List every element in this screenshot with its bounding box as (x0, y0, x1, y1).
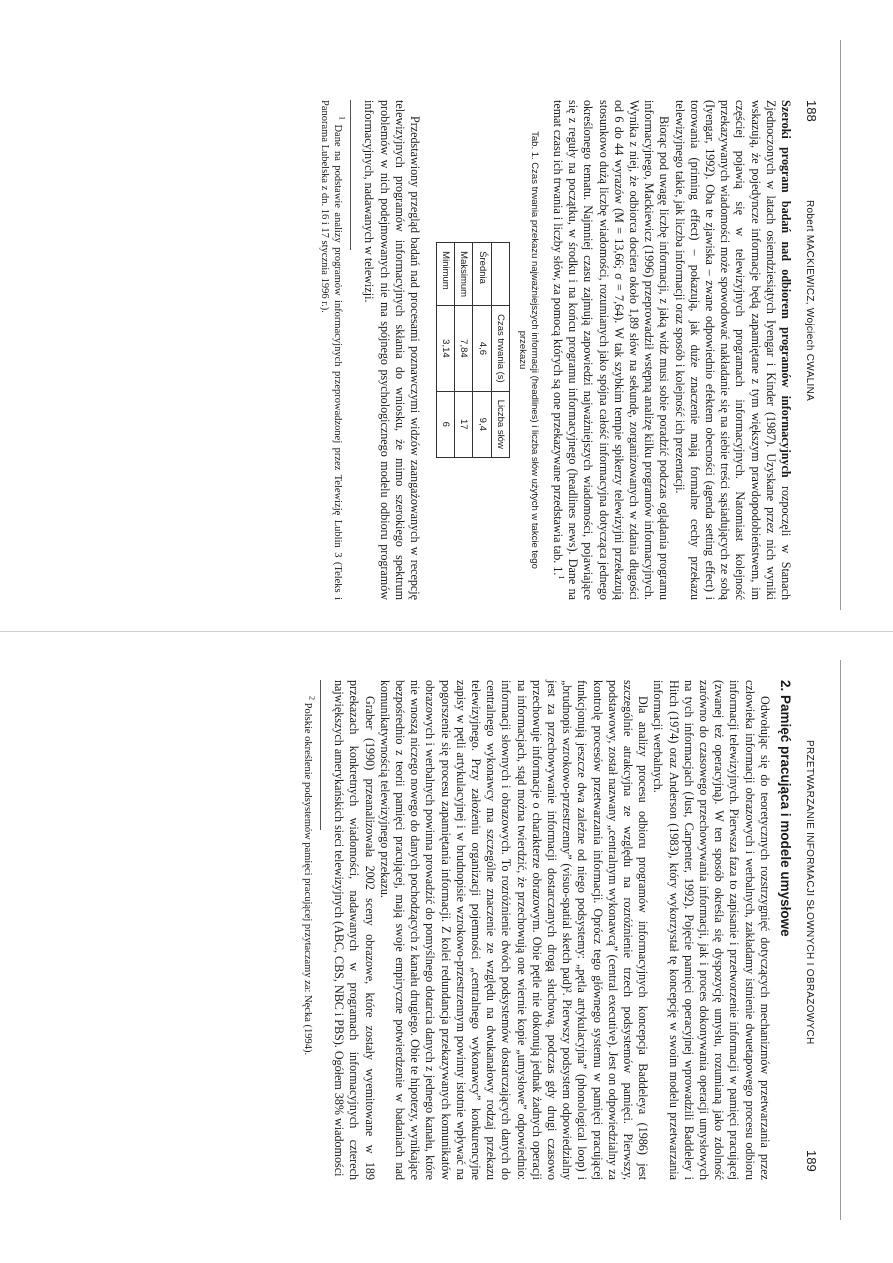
paragraph: Graber (1990) przeanalizowała 2002 sceny obrazowe, które zostały wyemitowane w 189 przekazach konkretnych wiadomości, nadawanych w programach informacyjnych czterech największych amerykańskich sieci telewizyjnych (ABC, CBS, NBC i PBS). Ogółem 38% wiadomości (332, 680, 377, 1180)
footnote (301, 680, 317, 1180)
table-row (455, 243, 473, 458)
table-cell: 17 (455, 391, 473, 457)
table-cell: Maksimum (455, 243, 473, 306)
paragraph: Przedstawiony przegląd badań nad procesami poznawczymi widzów zaangażowanych w recepcję telewizyjnych programów informacyjnych skłania do wniosku, że mimo szerokiego spektrum problemów w nich podejmowanych nie ma spójnego psychologicznego modelu odbioru programów informacyjnych, nadawanych w telewizji. (362, 100, 422, 600)
table-header-row (491, 243, 509, 458)
paragraph (550, 100, 672, 600)
table-cell: 3,14 (436, 306, 454, 392)
table-row (473, 243, 491, 458)
footnote-separator (320, 680, 321, 830)
section-title: 2. Pamięć pracująca i modele umysłowe (778, 680, 793, 937)
footnote-mark: 2 (307, 696, 317, 700)
bold-lead: Szeroki program badań nad odbiorem programów informacyjnych (779, 100, 793, 478)
paragraph: Odwołując się do teoretycznych rozstrzygnięć dotyczących mechanizmów przetwarzania przez człowieka informacji obrazowych i werbalnych, zakładamy istnienie dwuetapowego procesu odbioru informacji telewizyjnych. Pierwsza faza to zapisanie i przetworzenie informacji w pamięci pracującej (zwanej też operacyjną). W ten sposób określa się dyspozycję umysłu, rozumianą jako zdolność zarówno do czasowego przechowywania informacji, jak i proces dokonywania operacji umysłowych na tych informacjach (Just, Carpenter, 1992). Pojęcie pamięci operacyjnej wprowadzili Baddeley i Hitch (1974) oraz Anderson (1983), który wykorzystał tę koncepcję w swoim modelu przetwarzania informacji werbalnych. (651, 680, 772, 1180)
paragraph: Dla analizy procesu odbioru programów informacyjnych koncepcja Baddeleya (1986) jest szczególnie atrakcyjna ze względu na rozróżnienie trzech podsystemów pamięci. Pierwszy, podstawowy, został nazwany „centralnym wykonawcą” (central executive). Jest on odpowiedzialny za kontrolę procesów przetwarzania informacji. Oprócz tego głównego systemu w pamięci pracującej funkcjonują jeszcze dwa zależne od niego podsystemy: „pętla artykulacyjna” (phonological loop) i „brudnopis wzrokowo-przestrzenny” (visuo-spatial sketch pad)². Pierwszy podsystem odpowiedzialny jest za przechowywanie informacji dostarczanych drogą słuchową, podczas gdy drugi czasowo przechowuje informacje o charakterze obrazowym. Obie pętle nie dokonują jednak żadnych operacji na informacjach, stąd można twierdzić, że przechowują one wiernie kopie „umysłowe” odpowiednio: informacji słownych i obrazowych. To rozróżnienie dwóch podsystemów dostarczających danych do centralnego wykonawcy ma szczególne znaczenie ze względu na dwukanałowy rodzaj przekazu telewizyjnego. Przy założeniu organizacji pojemności „centralnego wykonawcy” konkurencyjne zapisy w pętli artykulacyjnej i w brudnopisie wzrokowo-przestrzennym powinny istotnie wpływać na pogorszenie się procesu zapamiętania informacji. Z kolei redundancja przekazywanych komunikatów obrazowych i werbalnych powinna prowadzić do pomyślnego dotarcia danych z jednego kanału, które nie wnoszą niczego nowego do danych pochodzących z kanału drugiego. Obie te hipotezy, wynikające bezpośrednio z teorii pamięci pracującej, mają swoje empiryczne potwierdzenie w badaniach nad komunikatywnością telewizyjnego przekazu. (377, 680, 651, 1180)
footnote-mark: 1 (337, 116, 347, 120)
paragraph (671, 100, 793, 600)
running-head-right: PRZETWARZANIE INFORMACJI SŁOWNYCH I OBRAZOWYCH (804, 740, 815, 1045)
table-header-cell (491, 243, 509, 306)
table-cell: 7,84 (455, 306, 473, 392)
footnote-separator (350, 100, 351, 250)
footnote-text: Dane na podstawie analizy programów informacyjnych przeprowadzonej przez Telewizję Lublin 3 (Teleks i Panorama Lubelska z dn. 16 i 17 stycznia 1996 r.). (319, 100, 344, 601)
running-head-left: Robert MACKIEWICZ, Wojciech CWALINA (804, 200, 815, 402)
table-row (436, 243, 454, 458)
scan-border-line (840, 660, 841, 1220)
table-cell: 4,6 (473, 306, 491, 392)
page-number-right: 189 (804, 1150, 819, 1172)
table-header-cell: Czas trwania (s) (491, 306, 509, 392)
right-page-body (301, 680, 793, 1180)
left-page-body (318, 100, 793, 600)
scan-border-line (840, 40, 841, 610)
data-table (436, 242, 510, 458)
table-caption: Tab. 1. Czas trwania przekazu najważniejszych informacji (headlines) i liczba słów użytych w takcie tego przekazu (516, 131, 540, 569)
paragraph-text: Biorąc pod uwagę liczbę informacji, z jaką widz musi sobie poradzić podczas oglądania programu informacyjnego, Mackiewicz (1996) przeprowadził wstępną analizę kilku programów informacyjnych. Wynika z niej, że odbiorca dociera około 1,89 słów na sekundę, zorganizowanych w zdania długości od 6 do 44 wyrazów (M = 13,66; σ = 7,64). W tak szybkim tempie spikerzy telewizyjni przekazują stosunkowo dużą liczbę wiadomości, rozumianych jako spójna całość informacyjna dotycząca jednego określonego tematu. Najmniej czasu zajmują zapowiedzi najważniejszych wiadomości, pojawiające się z reguły na początku, w środku i na końcu programu informacyjnego (headlines news). Dane na temat czasu ich trwania i liczby słów, za pomocą których są one przekazywane przedstawia tab. 1. (550, 100, 672, 600)
table-cell: Minimum (436, 243, 454, 306)
footnote (318, 100, 347, 601)
table-cell: 9,4 (473, 391, 491, 457)
page-number-left: 188 (804, 100, 819, 122)
footnote-text: Polskie określenie podsystemów pamięci pracującej przytaczamy za: Nęcka (1994). (301, 702, 313, 1056)
table-header-cell: Liczba słów (491, 391, 509, 457)
table-cell: Średnia (473, 243, 491, 306)
footnote-mark: 1 (556, 575, 566, 580)
table-cell: 6 (436, 391, 454, 457)
paragraph-text: rozpoczęli w Stanach Zjednoczonych w latach osiemdziesiątych Iyengar i Kinder (1987). Uzyskane przez nich wyniki wskazują, że pojedyncze informacje będą zapamiętane z tym większym prawdopodobieństwem, im częściej pojawią się w telewizyjnych programach informacyjnych. Natomiast kolejność przekazywanych wiadomości może spowodować nakładanie się na siebie treści sąsiadujących ze sobą (Iyengar, 1992). Oba te zjawiska – zwane odpowiednio efektem obecności (agenda setting effect) i torowania (priming effect) – pokazują, jak duże znaczenie mają formalne cechy przekazu telewizyjnego takie, jak liczba informacji oraz sposób i kolejność ich prezentacji. (672, 100, 793, 600)
page-fold (0, 631, 893, 632)
